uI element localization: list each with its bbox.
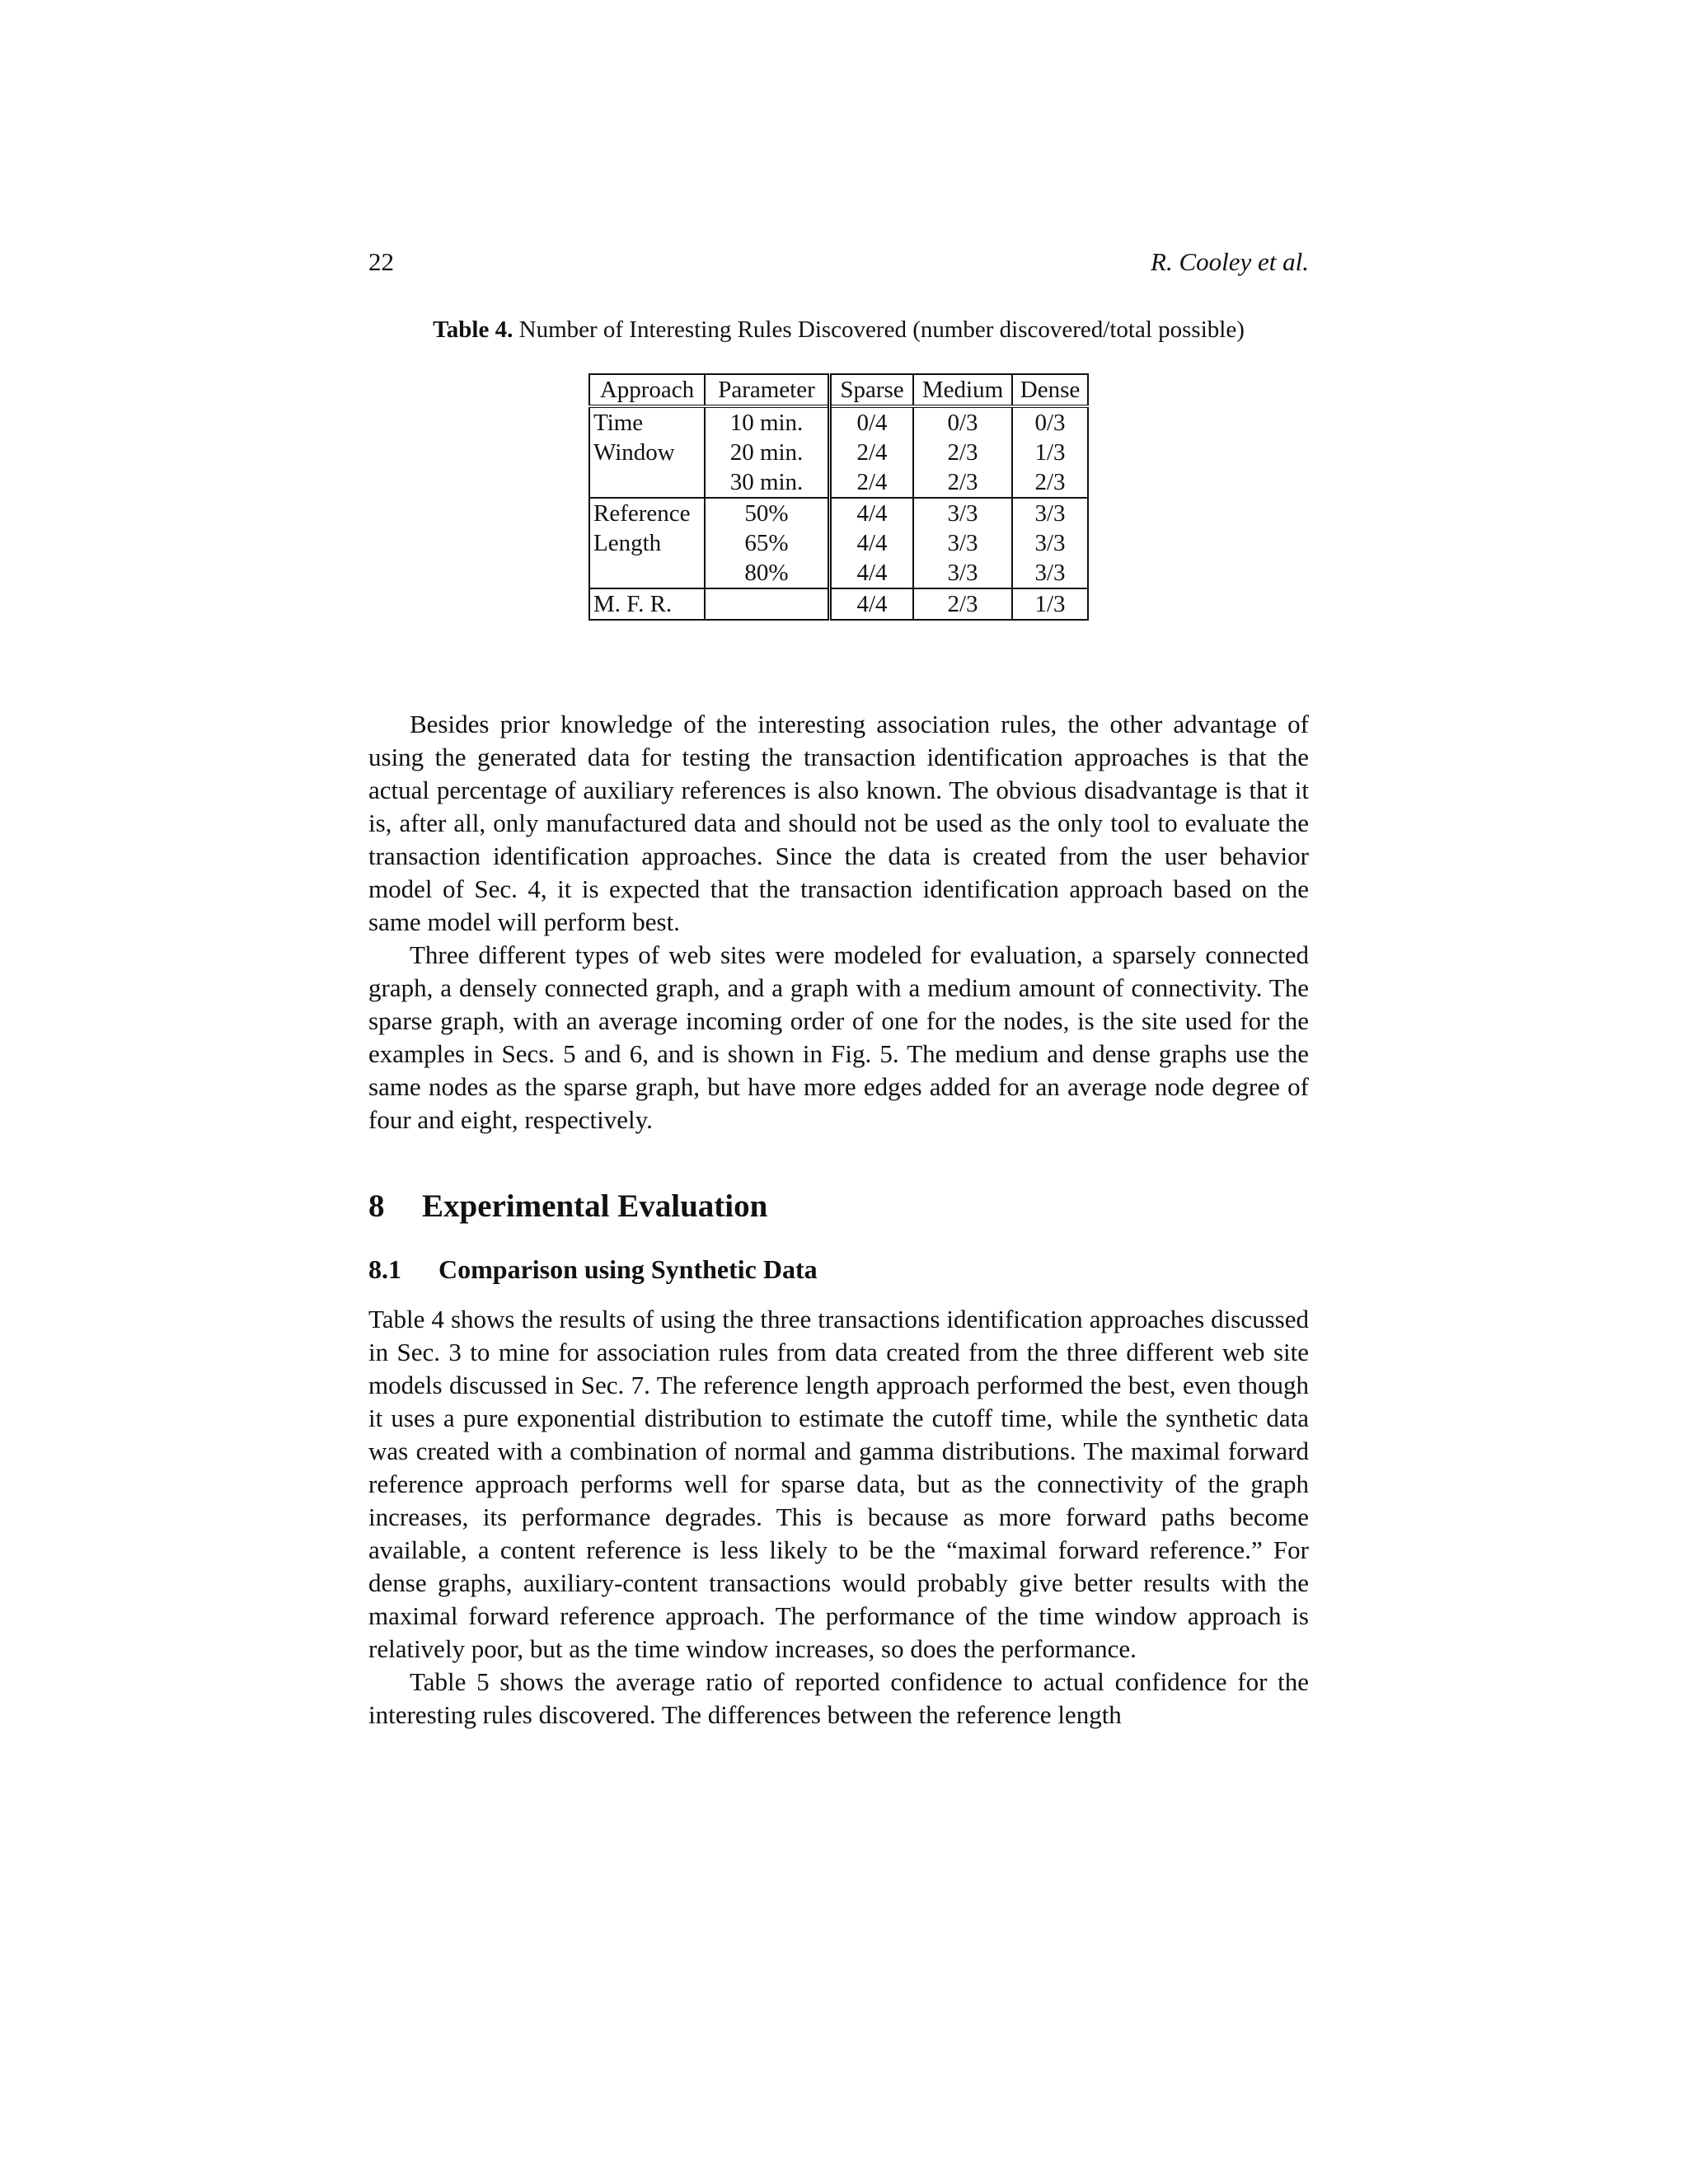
column-header-dense: Dense: [1012, 374, 1088, 406]
body-text-top: [368, 708, 1309, 1137]
table-header-row: [589, 374, 1088, 406]
table-cell-approach: Time: [589, 406, 705, 438]
body-text-bottom: [368, 1303, 1309, 1732]
paragraph: Three different types of web sites were modeled for evaluation, a sparsely connected graph, a densely connected graph, and a graph with a medium amount of connectivity. The sparse graph, with an average incoming order of one for the nodes, is the site used for the examples in Secs. 5 and 6, and is shown in Fig. 5. The medium and dense graphs use the same nodes as the sparse graph, but have more edges added for an average node degree of four and eight, respectively.: [368, 940, 1309, 1134]
table-row: [589, 558, 1088, 588]
table-cell-approach: Reference: [589, 498, 705, 528]
table-cell-sparse: 2/4: [830, 467, 914, 498]
table-cell-medium: 3/3: [913, 498, 1012, 528]
table-cell-medium: 3/3: [913, 558, 1012, 588]
table-cell-parameter: 20 min.: [705, 438, 830, 467]
column-header-sparse: Sparse: [830, 374, 914, 406]
section-heading: [368, 1188, 1309, 1225]
table-cell-parameter: 30 min.: [705, 467, 830, 498]
paragraph: Table 5 shows the average ratio of reported confidence to actual confidence for the interesting rules discovered. The differences between the reference length: [368, 1667, 1309, 1729]
table-cell-parameter: 10 min.: [705, 406, 830, 438]
table-cell-medium: 3/3: [913, 528, 1012, 558]
subsection-heading: [368, 1254, 1309, 1285]
table-cell-parameter: 80%: [705, 558, 830, 588]
running-head-authors: R. Cooley et al.: [1151, 247, 1309, 276]
column-header-medium: Medium: [913, 374, 1012, 406]
table-cell-sparse: 0/4: [830, 406, 914, 438]
table-cell-dense: 1/3: [1012, 588, 1088, 620]
running-head: [368, 247, 1309, 287]
table-cell-dense: 3/3: [1012, 528, 1088, 558]
table-row: [589, 588, 1088, 620]
table-row: [589, 498, 1088, 528]
table-cell-sparse: 4/4: [830, 498, 914, 528]
table-caption-text: Number of Interesting Rules Discovered (number discovered/total possible): [518, 316, 1245, 343]
paragraph: Besides prior knowledge of the interesting association rules, the other advantage of using the generated data for testing the transaction identification approaches is that the actual percentage of auxiliary references is also known. The obvious disadvantage is that it is, after all, only manufactured data and should not be used as the only tool to evaluate the transaction identification approaches. Since the data is created from the user behavior model of Sec. 4, it is expected that the transaction identification approach based on the same model will perform best.: [368, 710, 1309, 936]
subsection-number: 8.1: [368, 1254, 401, 1284]
table-cell-dense: 3/3: [1012, 498, 1088, 528]
table-cell-sparse: 2/4: [830, 438, 914, 467]
table-row: [589, 528, 1088, 558]
table-row: [589, 467, 1088, 498]
subsection-title: Comparison using Synthetic Data: [438, 1254, 818, 1284]
table-caption-label: Table 4.: [433, 316, 513, 343]
table-cell-dense: 2/3: [1012, 467, 1088, 498]
table-cell-approach: Window: [589, 438, 705, 467]
column-header-approach: Approach: [589, 374, 705, 406]
table-cell-medium: 2/3: [913, 438, 1012, 467]
table-cell-dense: 1/3: [1012, 438, 1088, 467]
table-row: [589, 438, 1088, 467]
table-cell-dense: 3/3: [1012, 558, 1088, 588]
table-cell-sparse: 4/4: [830, 558, 914, 588]
table-caption: [368, 316, 1309, 344]
table-cell-dense: 0/3: [1012, 406, 1088, 438]
table-cell-sparse: 4/4: [830, 588, 914, 620]
results-table: [588, 373, 1089, 621]
table-cell-parameter: [705, 588, 830, 620]
column-header-parameter: Parameter: [705, 374, 830, 406]
paragraph: Table 4 shows the results of using the three transactions identification approaches discussed in Sec. 3 to mine for association rules from data created from the three different web site models discussed in Sec. 7. The reference length approach performed the best, even though it uses a pure exponential distribution to estimate the cutoff time, while the synthetic data was created with a combination of normal and gamma distributions. The maximal forward reference approach performs well for sparse data, but as the connectivity of the graph increases, its performance degrades. This is because as more forward paths become available, a content reference is less likely to be the “maximal forward reference.” For dense graphs, auxiliary-content transactions would probably give better results with the maximal forward reference approach. The performance of the time window approach is relatively poor, but as the time window increases, so does the performance.: [368, 1305, 1309, 1663]
table-cell-approach: [589, 558, 705, 588]
table-cell-sparse: 4/4: [830, 528, 914, 558]
section-title: Experimental Evaluation: [422, 1188, 768, 1224]
table-cell-medium: 2/3: [913, 467, 1012, 498]
table-cell-parameter: 65%: [705, 528, 830, 558]
table-row: [589, 406, 1088, 438]
paper-page: [368, 247, 1309, 1732]
section-number: 8: [368, 1188, 385, 1224]
table-cell-approach: [589, 467, 705, 498]
table-cell-parameter: 50%: [705, 498, 830, 528]
table-cell-medium: 2/3: [913, 588, 1012, 620]
table-cell-medium: 0/3: [913, 406, 1012, 438]
table-cell-approach: Length: [589, 528, 705, 558]
page-number: 22: [368, 247, 394, 276]
table-cell-approach: M. F. R.: [589, 588, 705, 620]
